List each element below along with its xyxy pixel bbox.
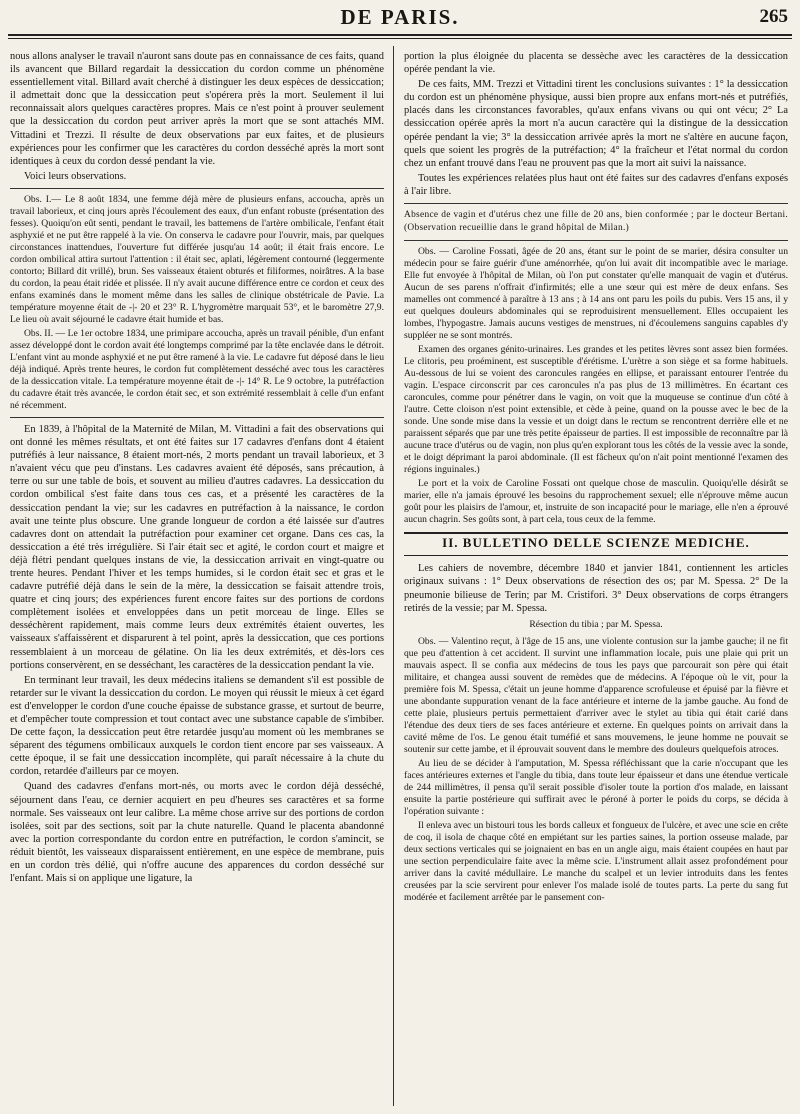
paragraph: En 1839, à l'hôpital de la Maternité de Milan, M. Vittadini a fait des observations qui ont donné les mêmes résultats, et ont été faites sur 17 cadavres d'enfans dont 4 étaient putréfiés à leur naissance, 8 étaient mort-nés, 2 morts pendant un travail laborieux, et 3 n'avaient vécu que peu d'instans. Les cadavres avaient été déposés, sans précaution, à terre ou sur une table de bois, et souvent au milieu d'autres cadavres. La dessiccation du cordon ombilical s'est faite dans tous ces cas, et a présenté les caractères de la dessiccation pendant la vie; sur les cadavres en putréfaction à la naissance, le cordon avait une teinte plus obscure. Une grande longueur de cordon a été laissée sur d'autres cadavres dont on attendait la putréfaction pour examiner cet organe. Dans ces cas, la dessiccation a été très irrégulière. Si l'air était sec et agité, le cordon court et maigre et déjà flétri pendant quelques instans de vie, la dessiccation arrivait en vingt-quatre ou trente heures. Pendant l'hiver et les temps humides, si le cordon était sec et gras et le cadavre putréfié déjà dans le sein de la mère, la dessiccation se faisait attendre trois, quatre et cinq jours; des expériences furent encore faites sur des portions de cordons complètement isolées et enveloppées dans un petit morceau de linge. Elles se desséchèrent rapidement, mais comme leurs deux extrémités étaient ouvertes, les vaisseaux s'affaissèrent et disparurent à tel point, après la dessiccation, que ces portions ressemblaient à un morceau de gélatine. On lia les deux extrémités, et dès-lors ces portions conservèrent, en se desséchant, les caractères de la dessiccation pendant la vie. — [10, 423, 384, 671]
page-number: 265 — [759, 6, 788, 27]
observation-paragraph: Examen des organes génito-urinaires. Les grandes et les petites lèvres sont assez bien formées. Le clitoris, peu proéminent, est susceptible d'érétisme. L'urètre a son siège et sa forme habituels. Au-dessous de lui se voient des caroncules rangées en ellipse, et paraissant entourer l'entrée du vagin. L'espace circonscrit par ces caroncules n'a pas plus de 13 millimètres. En écartant ces caroncules, comme pour pénétrer dans le vagin, on voit que la muqueuse se continue d'un côté à l'autre. Cette cloison n'est point extensible, et cède à peine, quand on la pousse avec le bec de la sonde. Une sonde mise dans la vessie et un doigt dans le rectum se rencontrent derrière elle et ne paraissent séparés que par une très petite épaisseur de parties. Il est impossible de reconnaître par là aucune trace d'utérus ou de vagin, non plus qu'en explorant tous les côtés de la vessie avec la sonde, et le doigt déprimant la paroi abdominale. (Il est fâcheux qu'on n'ait point mentionné l'examen des régions inguinales.) — [404, 344, 788, 476]
left-column — [10, 50, 384, 1106]
divider — [10, 417, 384, 418]
section-title: II. BULLETINO DELLE SCIENZE MEDICHE. — [442, 535, 750, 551]
paragraph: En terminant leur travail, les deux médecins italiens se demandent s'il est possible de retarder sur le vivant la dessiccation du cordon. Le moyen qui réussit le mieux à cet égard est d'envelopper le cordon d'une couche épaisse de substance grasse, et surtout de beurre, et d'empêcher toute compression et tout contact avec une substance capable de s'imbiber. De cette façon, la dessiccation peut être retardée jusqu'au moment où les membranes se séparent des tégumens ombilicaux auxquels le cordon tient encore par ses vaisseaux. A cette époque, il se fait une dessiccation incomplète, qui paraît nécessaire à la chute du cordon, retardée d'ailleurs par ce moyen. — [10, 674, 384, 778]
observation-paragraph: Le port et la voix de Caroline Fossati ont quelque chose de masculin. Quoiqu'elle désirât se marier, elle n'a jamais éprouvé les besoins du rapprochement sexuel; elle n'éprouve même aucun goût pour les plaisirs de l'amour, et, instruite de son incapacité pour le mariage, elle n'en a éprouvé aucun chagrin. Ses goûts sont, à part cela, tous ceux de la femme. — [404, 478, 788, 526]
divider — [404, 203, 788, 204]
article-subtitle: Résection du tibia ; par M. Spessa. — [529, 618, 663, 630]
paragraph: De ces faits, MM. Trezzi et Vittadini tirent les conclusions suivantes : 1° la dessiccation du cordon est un phénomène physique, aussi bien propre aux enfans mort-nés et putréfiés, placés dans les circonstances favorables, qu'aux enfans vivans ou qui ont vécu; 2° La dessiccation opérée après la mort n'a aucun caractère qui la distingue de la dessiccation opérée pendant la vie; 3° la dessiccation arrivée après la mort ne s'altère en aucune façon, quels que soient les progrès de la putréfaction; 4° la fraîcheur et l'état normal du cordon chez un enfant trouvé dans l'eau ne prouvent pas que la mort ait suivi la naissance. — [404, 79, 788, 169]
paragraph: Toutes les expériences relatées plus haut ont été faites sur des cadavres d'enfans exposés à l'air libre. — [404, 172, 788, 197]
paragraph: nous allons analyser le travail n'auront sans doute pas en connaissance de ces faits, quand ils avancent que Billard regardait la dessiccation du cordon comme un phénomène essentiellement vital. Billard avait cherché à distinguer les deux espèces de dessiccation; il admettait donc que la dessiccation peut s'opérera près la mort. Seulement il lui reconnaissait alors quelques caractères propres. Mais ce n'est point à prouver seulement que la dessiccation du cordon peut arriver après la mort que se sont attachés MM. Vittadini et Trezzi. Il résulte de deux observations par eux faites, et de plusieurs expériences pour les confirmer que les caractères du cordon desséché après la mort sont identiques à ceux du cordon dessé pendant la vie. — [10, 51, 384, 167]
page-header — [0, 0, 800, 40]
observation-paragraph: Obs. II. — Le 1er octobre 1834, une primipare accoucha, après un travail pénible, d'un enfant assez développé dont le cordon avait été longtemps comprimé par la tête enclavée dans le détroit. L'enfant vint au monde asphyxié et ne put être ramené à la vie. Le cadavre fut déposé dans le lieu déjà indiqué. Après trente heures, le cordon fut complètement desséché avec tous les caractères de la dessiccation vitale. La température moyenne était de -|- 14° R. Le 9 octobre, la putréfaction du cadavre était très avancée, le cordon était sec, et son extrémité ressemblait à celle d'un enfant né récemment. — [10, 327, 384, 411]
paragraph: Quand des cadavres d'enfans mort-nés, ou morts avec le cordon déjà desséché, séjournent dans l'eau, ce dernier acquiert en peu d'heures ses caractères et sa forme normale. Ses vaisseaux ont leur calibre. La même chose arrive sur des portions de cordon isolées, soit par des sections, soit par la chute naturelle. Quand le placenta abandonné avec la portion correspondante du cordon entre en putréfaction, le cordon s'amincit, se réduit bientôt, les vaisseaux disparaissent entièrement, en une espèce de membrane, puis en un cordon très délié, qui n'offre aucune des apparences du cordon desséché sur l'enfant. Mais si on applique une ligature, la — [10, 781, 384, 885]
divider — [404, 240, 788, 241]
header-rule-thin — [8, 38, 792, 39]
paragraph: Voici leurs observations. — [24, 170, 127, 182]
observation-paragraph: Obs. I.— Le 8 août 1834, une femme déjà mère de plusieurs enfans, accoucha, après un travail laborieux, et cinq jours après l'écoulement des eaux, d'un enfant robuste (présentation des fesses). Quoiqu'on eût senti, pendant le travail, les battemens de l'artère ombilicale, l'enfant était asphyxié et ne put être rappelé à la vie. On conserva le cadavre pour l'ouvrir, mais, par quelques circonstances inattendues, l'ouverture fut différée jusqu'au 14 août; il était frais encore. Le cordon ombilical attira surtout l'attention : il était sec, aplati, légèrement contourné (leggermente contorto; Billard dit vrillé), brun. Ses vaisseaux étaient obturés et filiformes, noirâtres. A la base du cordon, la peau était ridée et plissée. Il n'y avait aucune différence entre ce cordon et ceux des enfans examinés dans le moment même dans les salles de clinique obstétricale de Pavie. La température moyenne était de -|- 20 et 23° R. L'hygromètre marquait 53°, et le baromètre 27,9. Le lieu où avait séjourné le cadavre était humide et bas. — [10, 193, 384, 325]
observation-paragraph: Obs. — Valentino reçut, à l'âge de 15 ans, une violente contusion sur la jambe gauche; il ne fit que peu d'attention à cet accident. Il survint une inflammation locale, puis une plaie qui prit un mauvais aspect. Il se confia aux médecins de tous les pays que parcourait son père qui était militaire, et changea aussi souvent de remèdes que de médecins. A l'époque où le vit, pour la première fois M. Spessa, c'était un jeune homme d'apparence scrofuleuse et épuisé par la fièvre et une abondante suppuration venant de la face antérieure et interne de la jambe gauche. Au fond de cette plaie, plusieurs pertuis permettaient d'arriver avec le stylet au tibia qui était carié dans l'étendue des deux tiers de ses faces antérieure et externe. En quelques points on arrivait dans la cavité même de l'os. Le genou était tuméfié et sans mouvemens, le jeune homme ne pouvait se soutenir sur cette jambe, et il éprouvait souvent dans le membre des douleurs quelquefois atroces. — [404, 635, 788, 755]
case-title: Absence de vagin et d'utérus chez une fille de 20 ans, bien conformée ; par le docteur Bertani. (Observation recueillie dans le grand hôpital de Milan.) — [404, 210, 788, 234]
section-rule — [404, 532, 788, 534]
observation-paragraph: Obs. — Caroline Fossati, âgée de 20 ans, étant sur le point de se marier, désira consulter un médecin pour se faire guérir d'une aménorrhée, qu'on lui avait dit incompatible avec le mariage. Elle fut envoyée à l'hôpital de Milan, où l'on put constater qu'elle manquait de vagin et d'utérus. Aucun de ses parens n'offrait d'infirmités; elle a une sœur qui est mère de deux enfans. Ses mamelles ont commencé à paraître à 13 ans ; à 14 ans ont paru les poils du pubis. Vers 15 ans, il y eut quelques douleurs abdominales qui se reproduisirent mensuellement. Elles occupaient les lombes, l'hypogastre. Jamais aucuns vestiges de menstrues, ni d'écoulemens sanguins capables d'y suppléer ne se sont montrés. — [404, 246, 788, 342]
observation-paragraph: Il enleva avec un bistouri tous les bords calleux et fongueux de l'ulcère, et avec une scie en crête de coq, il isola de chaque côté en empiétant sur les parties saines, la portion osseuse malade, par deux sections verticales qui se joignaient en bas en un angle aigu, mais étaient coupées en haut par une section perpendiculaire faite avec la même scie. L'instrument allait assez profondément pour arriver dans la cavité médullaire. Le manche du scalpel et un levier introduits dans les fentes creusées par la scie servirent pour enlever l'os malade isolé de toutes parts. La perte du sang fut modérée et facilement arrêtée par le pansement con- — [404, 819, 788, 903]
running-title: DE PARIS. — [340, 5, 460, 29]
paragraph: portion la plus éloignée du placenta se dessèche avec les caractères de la dessiccation opérée pendant la vie. — [404, 51, 788, 76]
column-divider — [393, 46, 394, 1106]
header-rule — [8, 34, 792, 36]
right-column — [404, 50, 788, 1106]
section-rule — [404, 555, 788, 556]
paragraph: Les cahiers de novembre, décembre 1840 et janvier 1841, contiennent les articles originaux suivans : 1° Deux observations de résection des os; par M. Spessa. 2° De la pneumonie bilieuse de Terin; par M. Cristifori. 3° Deux observations de corps étrangers retirés de la vessie; par M. Spessa. — [404, 563, 788, 614]
observation-paragraph: Au lieu de se décider à l'amputation, M. Spessa réfléchissant que la carie n'occupant que les faces antérieures externes et l'angle du tibia, dans toute leur épaisseur et dans une étendue verticale de 244 millimètres, il pensa qu'il serait possible d'isoler toute la portion d'os malade, en laissant ensuite la partie postérieure qui suffirait avec le péroné à porter le poids du corps, se décida à l'opération suivante : — [404, 757, 788, 817]
divider — [10, 188, 384, 189]
